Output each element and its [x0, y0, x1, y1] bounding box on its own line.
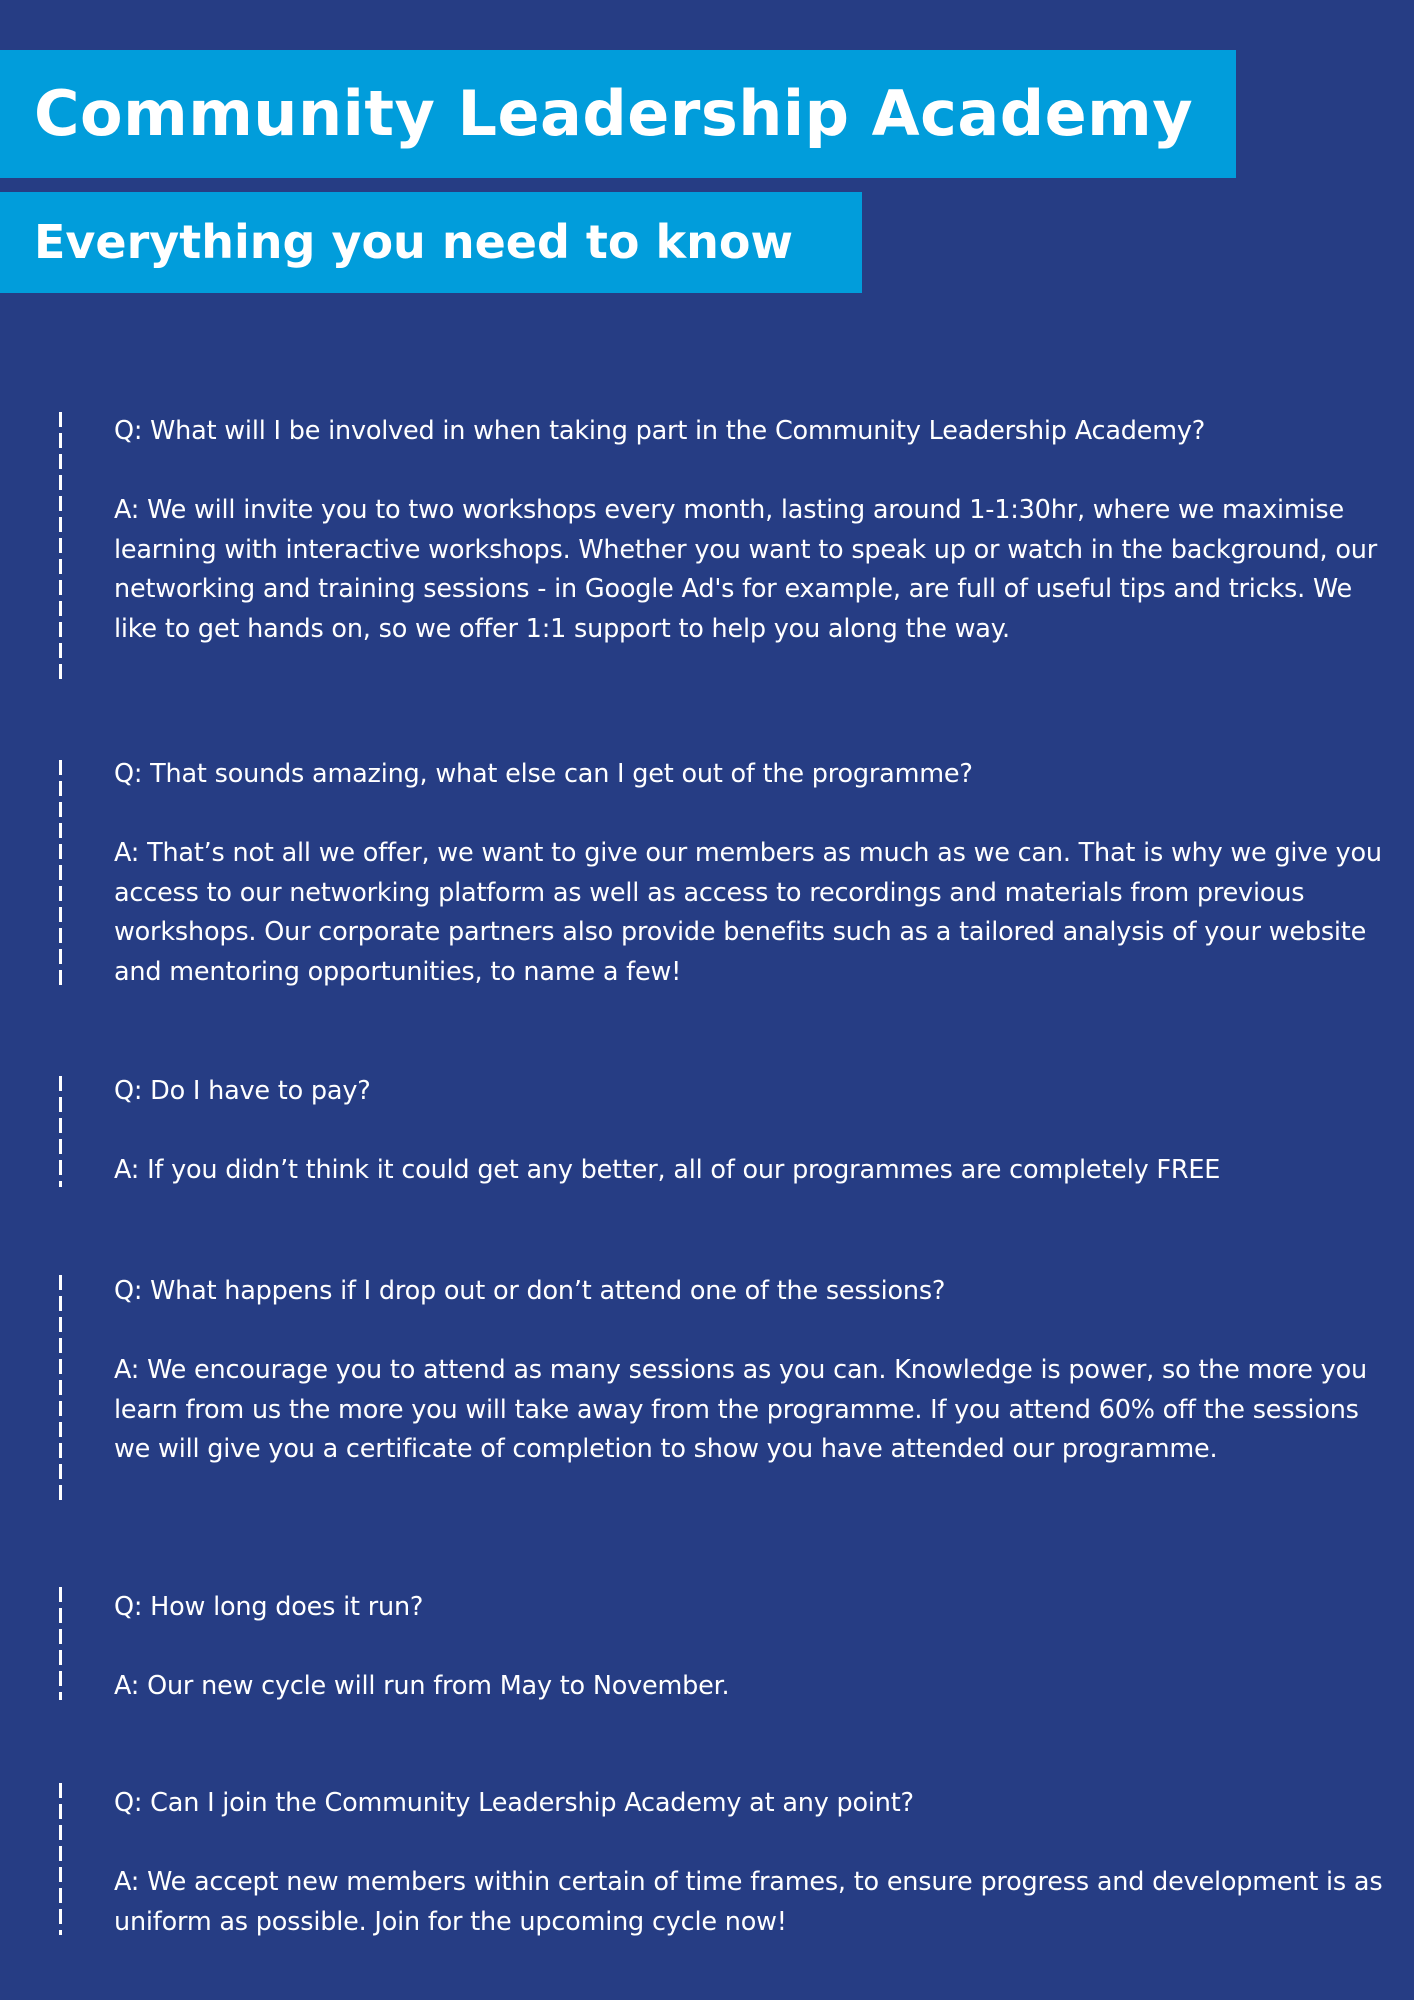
dashed-divider: [59, 1076, 62, 1187]
page-subtitle: Everything you need to know: [34, 215, 793, 269]
faq-answer: A: If you didn’t think it could get any better, all of our programmes are completely FREE: [114, 1155, 1221, 1185]
faq-question: Q: Do I have to pay?: [114, 1076, 371, 1106]
dashed-divider: [59, 760, 62, 991]
faq-answer: A: That’s not all we offer, we want to give our members as much as we can. That is why we give you access to our networking platform as well as access to recordings and materials from previous workshops. Our corporate partners also provide benefits such as a tailored analysis of your website and mentoring opportunities, to name a few!: [114, 838, 1382, 987]
dashed-divider: [59, 412, 62, 684]
subtitle-banner: [0, 192, 862, 293]
faq-answer: A: Our new cycle will run from May to November.: [114, 1671, 730, 1701]
faq-question: Q: Can I join the Community Leadership Academy at any point?: [114, 1788, 914, 1818]
faq-answer: A: We will invite you to two workshops every month, lasting around 1-1:30hr, where we maximise learning with interactive workshops. Whether you want to speak up or watch in the background, our networking and training sessions - in Google Ad's for example, are full of useful tips and tricks. We like to get hands on, so we offer 1:1 support to help you along the way.: [114, 495, 1377, 644]
faq-answer: A: We encourage you to attend as many sessions as you can. Knowledge is power, so the more you learn from us the more you will take away from the programme. If you attend 60% off the sessions we will give you a certificate of completion to show you have attended our programme.: [114, 1355, 1367, 1464]
faq-question: Q: That sounds amazing, what else can I get out of the programme?: [114, 759, 973, 789]
dashed-divider: [59, 1587, 62, 1700]
page-title: Community Leadership Academy: [34, 77, 1194, 150]
dashed-divider: [59, 1783, 62, 1935]
faq-question: Q: How long does it run?: [114, 1592, 424, 1622]
dashed-divider: [59, 1275, 62, 1506]
faq-answer: A: We accept new members within certain of time frames, to ensure progress and development is as uniform as possible. Join for the upcoming cycle now!: [114, 1867, 1383, 1937]
title-banner: [0, 50, 1236, 178]
faq-question: Q: What will I be involved in when taking part in the Community Leadership Academy?: [114, 416, 1206, 446]
faq-question: Q: What happens if I drop out or don’t attend one of the sessions?: [114, 1276, 946, 1306]
